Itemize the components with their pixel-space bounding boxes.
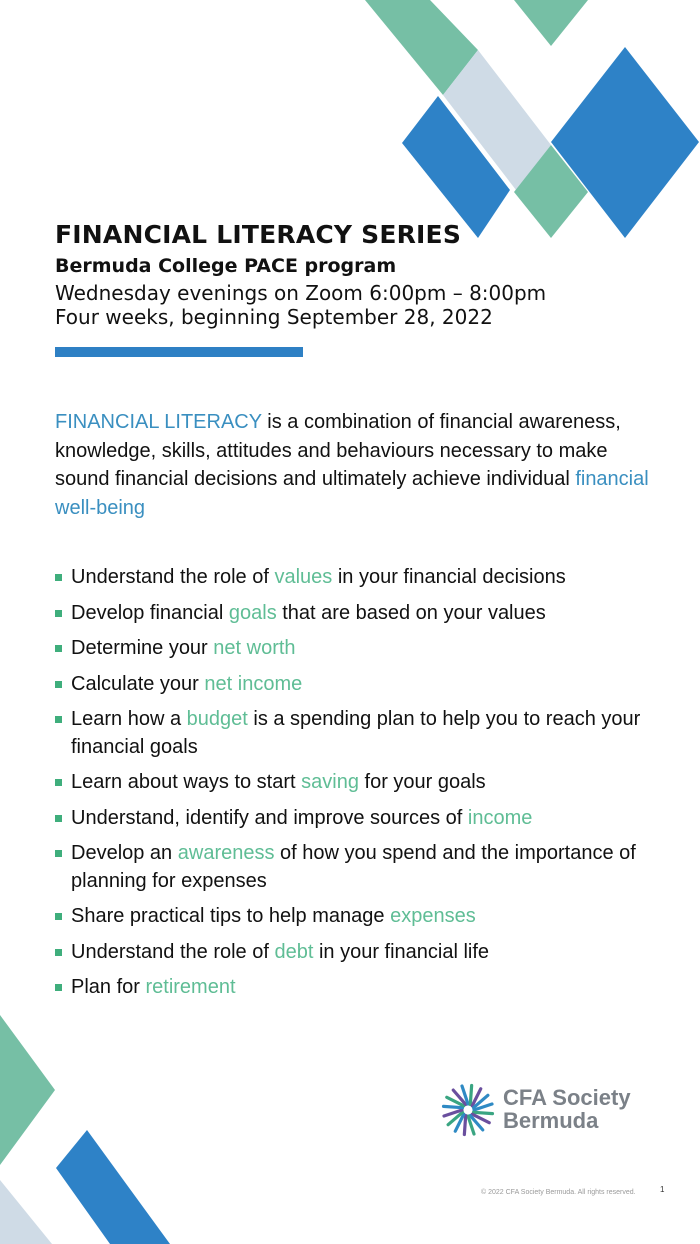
cfa-society-logo [440, 1082, 640, 1138]
copyright-text: © 2022 CFA Society Bermuda. All rights reserved. [481, 1189, 636, 1196]
list-item [55, 671, 655, 699]
list-item [55, 903, 655, 931]
program-subtitle: Bermuda College PACE program [55, 255, 397, 277]
topic-list [55, 564, 655, 1010]
bullet-square-icon [55, 779, 62, 786]
item-text: Determine your [71, 637, 214, 659]
bullet-square-icon [55, 645, 62, 652]
item-text: Develop financial [71, 601, 229, 624]
item-text: Share practical tips to help manage [71, 905, 391, 927]
list-item [55, 706, 655, 761]
intro-term: FINANCIAL LITERACY [55, 411, 262, 433]
item-keyword: goals [228, 601, 277, 624]
item-keyword: expenses [390, 905, 476, 927]
item-text: that are based on your values [276, 601, 546, 624]
item-text: Learn how a [71, 708, 187, 730]
logo-line-2: Bermuda [503, 1108, 599, 1133]
item-text: Learn about ways to start [71, 771, 302, 793]
intro-paragraph [55, 408, 665, 522]
page-number: 1 [660, 1185, 665, 1194]
item-text: Calculate your [71, 672, 205, 695]
item-keyword: budget [186, 708, 248, 730]
item-keyword: saving [301, 771, 359, 793]
intro-highlight: financial well-being [55, 468, 649, 519]
teal-triangle-shape [514, 0, 588, 46]
item-keyword: debt [274, 940, 314, 963]
item-text: is a spending plan to help you to reach your financial goals [71, 708, 641, 758]
list-item [55, 635, 655, 663]
bullet-square-icon [55, 913, 62, 920]
item-text: Understand, identify and improve sources of [71, 806, 468, 829]
item-text: Understand the role of [71, 566, 275, 588]
list-item [55, 769, 655, 797]
item-text: in your financial decisions [332, 566, 566, 588]
item-text: Plan for [71, 976, 146, 998]
bullet-square-icon [55, 681, 62, 688]
item-text: Understand the role of [71, 940, 275, 963]
item-text: of how you spend and the importance of planning for expenses [71, 842, 636, 892]
bullet-square-icon [55, 574, 62, 581]
list-item [55, 939, 655, 967]
item-keyword: values [274, 566, 333, 588]
page-title: FINANCIAL LITERACY SERIES [55, 220, 462, 249]
start-date-text: Four weeks, beginning September 28, 2022 [55, 305, 493, 329]
logo-line-1: CFA Society [503, 1085, 631, 1110]
bullet-square-icon [55, 815, 62, 822]
list-item [55, 564, 655, 592]
intro-body: is a combination of financial awareness, knowledge, skills, attitudes and behaviours necessary to make sound financial decisions and ultimately achieve individual [55, 411, 621, 490]
schedule-text: Wednesday evenings on Zoom 6:00pm – 8:00pm [55, 281, 547, 305]
list-item [55, 805, 655, 833]
item-keyword: income [467, 806, 533, 829]
item-keyword: net income [204, 672, 303, 695]
item-keyword: awareness [177, 842, 275, 864]
list-item [55, 974, 655, 1002]
item-text: for your goals [358, 771, 486, 793]
starburst-logo-icon [440, 1082, 496, 1138]
list-item [55, 600, 655, 628]
item-keyword: retirement [145, 976, 236, 998]
item-text: in your financial life [313, 940, 490, 963]
item-keyword: net worth [213, 637, 296, 659]
bullet-square-icon [55, 949, 62, 956]
blue-band-bottom-shape [56, 1130, 170, 1244]
list-item [55, 840, 655, 895]
teal-corner-shape [0, 1015, 55, 1165]
bullet-square-icon [55, 984, 62, 991]
item-text: Develop an [71, 842, 178, 864]
bullet-square-icon [55, 716, 62, 723]
bullet-square-icon [55, 610, 62, 617]
logo-wordmark [503, 1086, 631, 1132]
title-underline-bar [55, 347, 303, 357]
bullet-square-icon [55, 850, 62, 857]
pale-blue-corner-shape [0, 1180, 52, 1244]
